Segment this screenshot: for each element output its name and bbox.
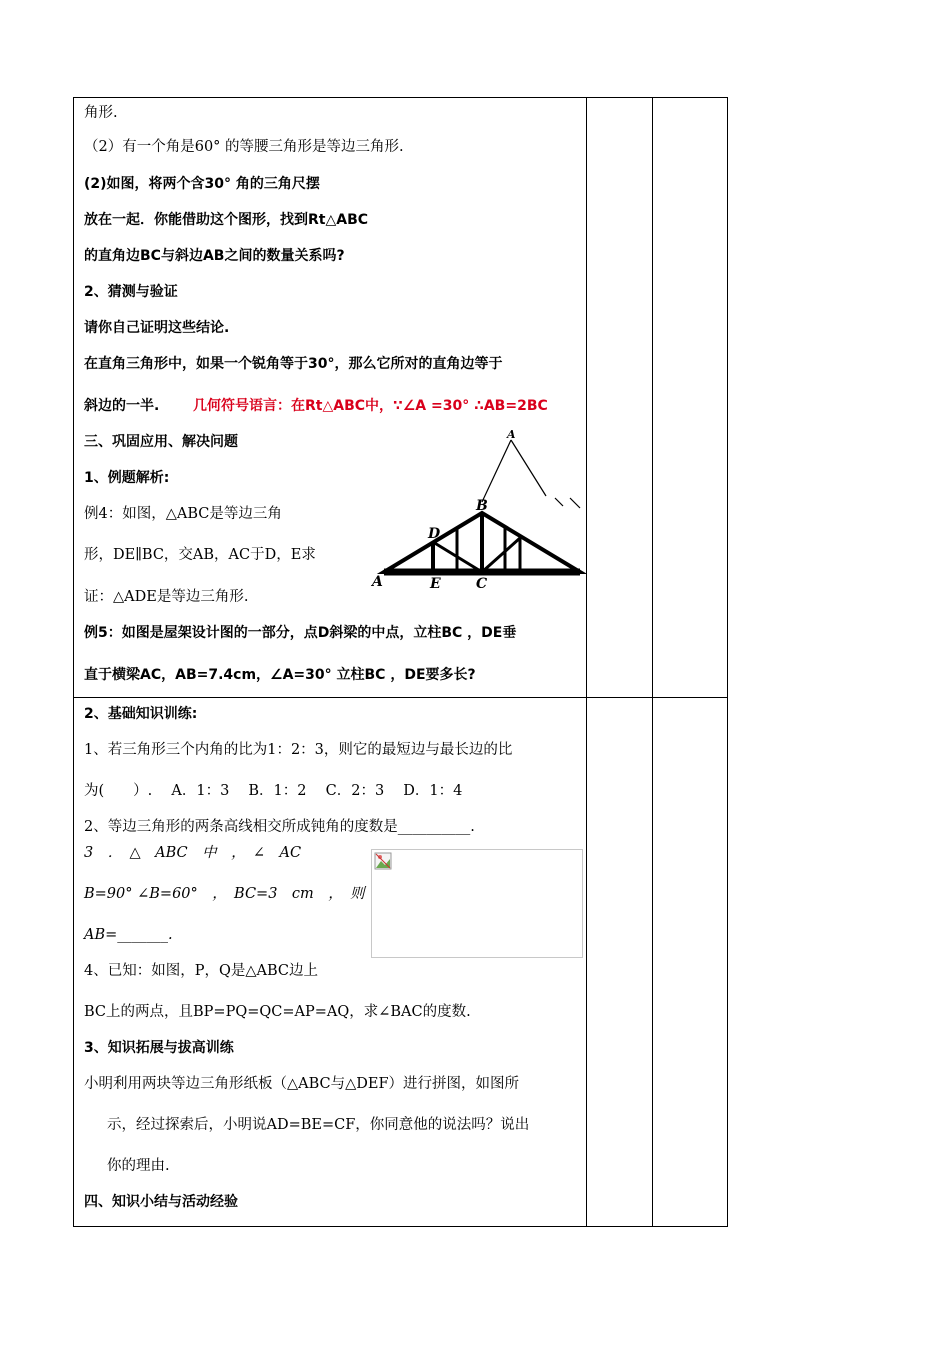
exercise-text: AB=_______. [84,927,173,943]
section-heading: 2、基础知识训练: [84,706,198,722]
example-text: 形，DE∥BC，交AB，AC于D，E求 [84,547,316,563]
section-heading: 四、知识小结与活动经验 [84,1194,238,1210]
table-row-divider [73,697,728,698]
text-line: 请你自己证明这些结论. [84,320,230,336]
section-heading: 三、巩固应用、解决问题 [84,434,238,450]
label-D: D [428,526,441,542]
example-text: 例4：如图，△ABC是等边三角 [84,506,282,522]
text-line: 角形. [84,105,118,121]
table-right-border [727,97,728,1227]
exercise-text: 1、若三角形三个内角的比为1：2：3，则它的最短边与最长边的比 [84,742,513,758]
theorem-text: 斜边的一半. [84,398,160,414]
text-line: 放在一起．你能借助这个图形，找到Rt△ABC [84,212,369,228]
label-C: C [476,576,488,592]
exercise-text: 你的理由. [107,1158,170,1174]
symbolic-language: 几何符号语言：在Rt△ABC中，∵∠A =30° ∴AB=2BC [193,398,548,414]
table-bottom-border [73,1226,728,1227]
section-heading: 3、知识拓展与拔高训练 [84,1040,234,1056]
theorem-text: 在直角三角形中，如果一个锐角等于30°，那么它所对的直角边等于 [84,356,503,372]
example-text: 证：△ADE是等边三角形. [84,589,249,605]
table-col-divider-2 [652,97,653,1227]
exercise-text: 3 ． △ ABC 中 ， ∠ AC [84,845,302,861]
exercise-options: 为( ）. A．1：3 B．1：2 C．2：3 D．1：4 [84,783,463,799]
exercise-text: B=90° ∠B=60° ， BC=3 cm ， 则 [84,886,365,902]
table-top-border [73,97,728,98]
exercise-text: 4、已知：如图，P，Q是△ABC边上 [84,963,319,979]
label-B: B [476,498,488,514]
section-heading: 1、例题解析: [84,470,170,486]
label-E: E [430,576,441,592]
example-text: 直于横梁AC，AB=7.4cm，∠A=30° 立柱BC ，DE要多长? [84,667,476,683]
broken-image-icon [374,852,392,870]
table-left-border [73,97,74,1227]
text-line: 的直角边BC与斜边AB之间的数量关系吗? [84,248,345,264]
table-col-divider-1 [586,97,587,1227]
section-heading: 2、猜测与验证 [84,284,178,300]
exercise-text: BC上的两点，且BP=PQ=QC=AP=AQ，求∠BAC的度数. [84,1004,471,1020]
label-A-top: A [507,428,516,441]
text-line: (2)如图，将两个含30° 角的三角尺摆 [84,176,320,192]
exercise-text: 示，经过探索后，小明说AD=BE=CF，你同意他的说法吗？说出 [107,1117,530,1133]
exercise-text: 2、等边三角形的两条高线相交所成钝角的度数是__________. [84,819,475,835]
example-text: 例5：如图是屋架设计图的一部分，点D斜梁的中点，立柱BC ，DE垂 [84,625,517,641]
text-line: （2）有一个角是60° 的等腰三角形是等边三角形. [84,139,404,155]
roof-truss-figure [370,428,586,592]
label-A: A [372,574,383,590]
exercise-text: 小明利用两块等边三角形纸板（△ABC与△DEF）进行拼图，如图所 [84,1076,520,1092]
image-placeholder [371,849,583,958]
